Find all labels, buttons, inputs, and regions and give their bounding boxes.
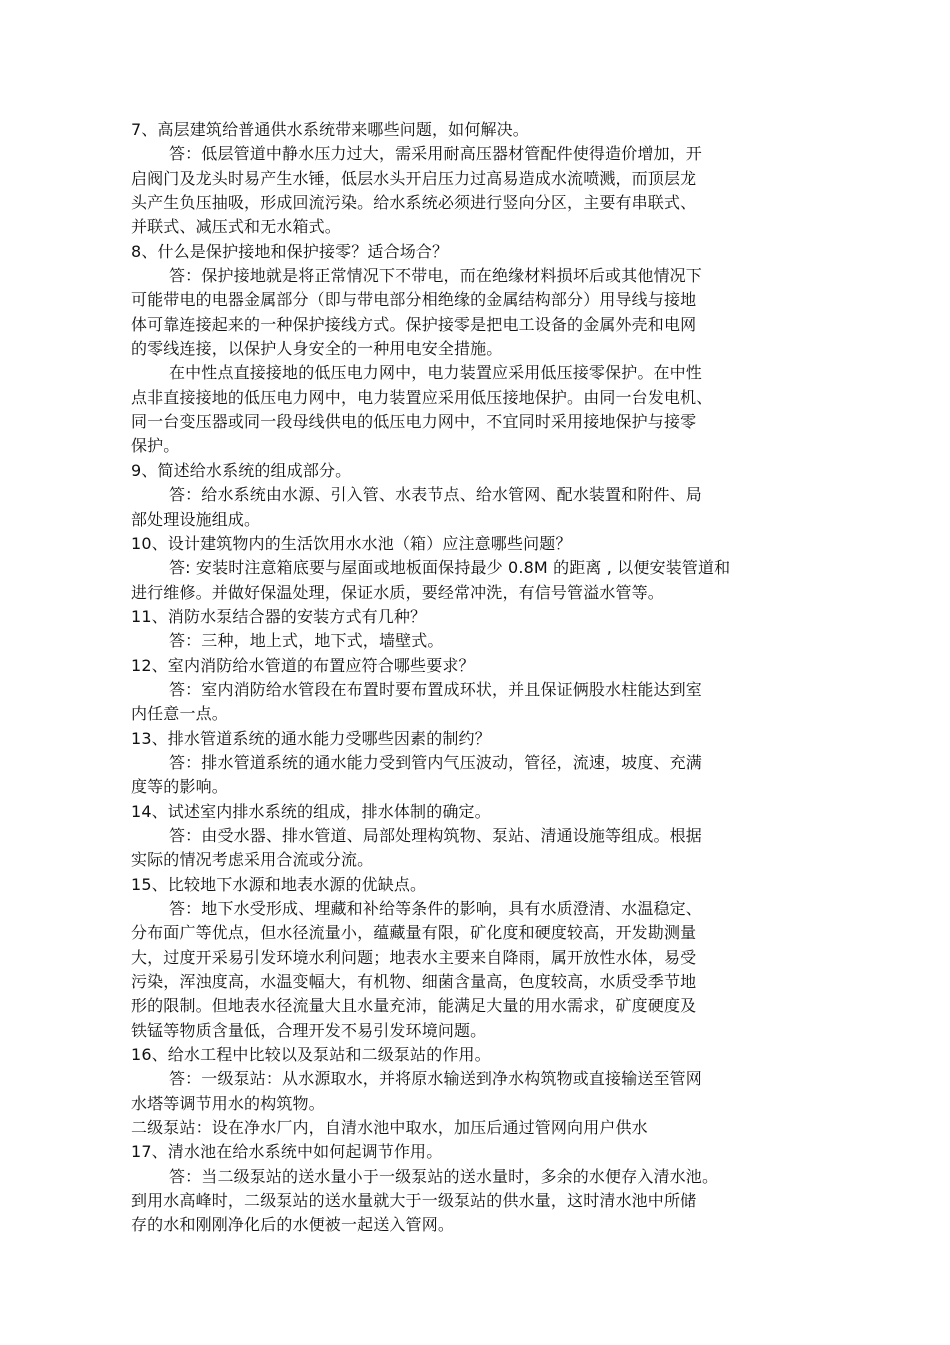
text-line: 10、设计建筑物内的生活饮用水水池（箱）应注意哪些问题？ <box>131 533 572 553</box>
text-line: 答：保护接地就是将正常情况下不带电，而在绝缘材料损坏后或其他情况下 <box>169 266 702 286</box>
text-line: 8、什么是保护接地和保护接零？适合场合？ <box>131 241 449 261</box>
text-line: 14、试述室内排水系统的组成，排水体制的确定。 <box>131 801 491 821</box>
text-line: 答：低层管道中静水压力过大，需采用耐高压器材管配件使得造价增加，开 <box>169 144 702 164</box>
text-line: 答：室内消防给水管段在布置时要布置成环状，并且保证俩股水柱能达到室 <box>169 679 702 699</box>
text-line: 答: 安装时注意箱底要与屋面或地板面保持最少 0.8M 的距离 , 以便安装管道和 <box>169 558 731 578</box>
text-line: 9、简述给水系统的组成部分。 <box>131 460 352 480</box>
text-line: 答：地下水受形成、埋藏和补给等条件的影响，具有水质澄清、水温稳定、 <box>169 899 702 918</box>
text-line: 12、室内消防给水管道的布置应符合哪些要求？ <box>131 655 475 675</box>
text-line: 答：由受水器、排水管道、局部处理构筑物、泵站、清通设施等组成。根据 <box>169 825 702 845</box>
text-line: 16、给水工程中比较以及泵站和二级泵站的作用。 <box>131 1045 491 1065</box>
text-line: 15、比较地下水源和地表水源的优缺点。 <box>131 874 427 894</box>
text-line: 可能带电的电器金属部分（即与带电部分相绝缘的金属结构部分）用导线与接地 <box>131 290 697 310</box>
text-line: 体可靠连接起来的一种保护接线方式。保护接零是把电工设备的金属外壳和电网 <box>131 314 697 334</box>
text-line: 铁锰等物质含量低，合理开发不易引发环境问题。 <box>131 1020 487 1040</box>
text-line: 点非直接接地的低压电力网中，电力装置应采用低压接地保护。由同一台发电机、 <box>131 387 713 407</box>
text-line: 的零线连接，以保护人身安全的一种用电安全措施。 <box>131 339 503 359</box>
text-line: 大，过度开采易引发环境水利问题；地表水主要来自降雨，属开放性水体，易受 <box>131 947 697 967</box>
text-line: 度等的影响。 <box>131 777 228 797</box>
text-line: 保护。 <box>131 436 180 456</box>
text-line: 答：排水管道系统的通水能力受到管内气压波动，管径，流速，坡度、充满 <box>169 752 702 772</box>
text-line: 存的水和刚刚净化后的水便被一起送入管网。 <box>131 1215 455 1235</box>
text-line: 17、清水池在给水系统中如何起调节作用。 <box>131 1142 443 1162</box>
text-line: 实际的情况考虑采用合流或分流。 <box>131 850 374 870</box>
text-line: 答：一级泵站：从水源取水，并将原水输送到净水构筑物或直接输送至管网 <box>169 1069 702 1089</box>
text-line: 形的限制。但地表水径流量大且水量充沛，能满足大量的用水需求，矿度硬度及 <box>131 996 697 1016</box>
text-line: 答：当二级泵站的送水量小于一级泵站的送水量时，多余的水便存入清水池。 <box>169 1166 719 1186</box>
text-line: 13、排水管道系统的通水能力受哪些因素的制约？ <box>131 728 491 748</box>
text-line: 7、高层建筑给普通供水系统带来哪些问题，如何解决。 <box>131 120 529 139</box>
text-line: 答：给水系统由水源、引入管、水表节点、给水管网、配水装置和附件、局 <box>169 485 702 505</box>
text-line: 进行维修。并做好保温处理，保证水质，要经常冲洗，有信号管溢水管等。 <box>131 582 664 602</box>
text-line: 污染，浑浊度高，水温变幅大，有机物、细菌含量高，色度较高，水质受季节地 <box>131 972 697 992</box>
text-line: 启阀门及龙头时易产生水锤，低层水头开启压力过高易造成水流喷溅，而顶层龙 <box>131 168 697 188</box>
text-line: 头产生负压抽吸，形成回流污染。给水系统必须进行竖向分区，主要有串联式、 <box>131 193 697 213</box>
text-line: 到用水高峰时，二级泵站的送水量就大于一级泵站的供水量，这时清水池中所储 <box>131 1191 697 1211</box>
text-line: 同一台变压器或同一段母线供电的低压电力网中，不宜同时采用接地保护与接零 <box>131 412 697 432</box>
text-line: 并联式、减压式和无水箱式。 <box>131 217 341 237</box>
text-line: 内任意一点。 <box>131 704 228 724</box>
text-line: 二级泵站：设在净水厂内，自清水池中取水，加压后通过管网向用户供水 <box>131 1118 648 1138</box>
text-line: 分布面广等优点，但水径流量小，蕴藏量有限，矿化度和硬度较高，开发勘测量 <box>131 923 697 943</box>
text-line: 答：三种，地上式，地下式，墙壁式。 <box>169 631 444 651</box>
text-line: 在中性点直接接地的低压电力网中，电力装置应采用低压接零保护。在中性 <box>169 363 702 383</box>
text-line: 11、消防水泵结合器的安装方式有几种？ <box>131 606 427 626</box>
text-line: 部处理设施组成。 <box>131 509 261 529</box>
text-line: 水塔等调节用水的构筑物。 <box>131 1093 325 1113</box>
